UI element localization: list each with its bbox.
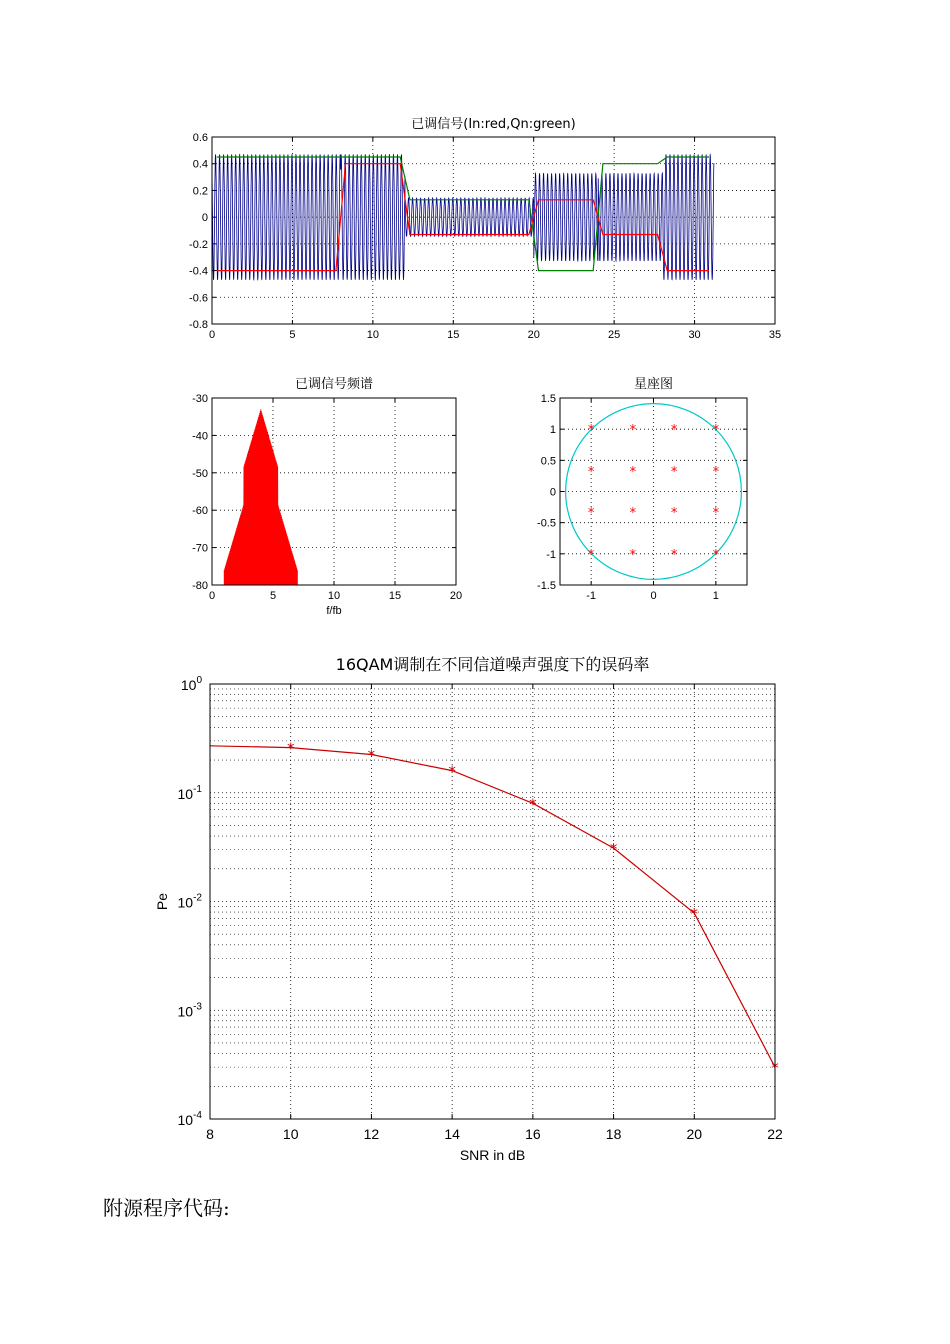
constellation-y-tick-label: -0.5 <box>537 517 556 530</box>
constellation-point: * <box>670 506 678 522</box>
ber-y-tick-label: $10^{-3}$ <box>177 1001 202 1020</box>
modulated-carrier-line <box>212 154 714 280</box>
constellation-point: * <box>712 547 720 563</box>
ber-x-tick-label: 16 <box>525 1126 541 1142</box>
constellation-y-tick-label: 0 <box>549 486 556 499</box>
constellation-title: 星座图 <box>633 377 674 392</box>
ber-ylabel: Pe <box>154 892 170 911</box>
modulated-x-tick-label: 15 <box>447 329 460 341</box>
ber-data-point: * <box>609 840 618 859</box>
constellation-point: * <box>712 506 720 522</box>
constellation-point: * <box>670 547 678 563</box>
constellation-point: * <box>587 423 595 439</box>
ber-data-point: * <box>448 762 456 781</box>
modulated-signal-plot <box>189 116 781 341</box>
spectrum-y-tick-label: -60 <box>192 505 208 518</box>
spectrum-x-tick-label: 0 <box>208 590 216 602</box>
modulated-y-tick-label: 0 <box>201 212 208 225</box>
spectrum-plot <box>192 376 462 617</box>
modulated-x-tick-label: 20 <box>527 329 540 341</box>
ber-title: 16QAM调制在不同信道噪声强度下的误码率 <box>335 655 650 674</box>
ber-x-tick-label: 10 <box>282 1126 299 1142</box>
modulated-y-tick-label: 0.2 <box>192 185 208 198</box>
constellation-point: * <box>587 464 595 480</box>
ber-x-tick-label: 14 <box>444 1126 460 1142</box>
spectrum-x-tick-label: 15 <box>388 590 402 602</box>
modulated-y-tick-label: 0.4 <box>192 158 208 171</box>
spectrum-x-tick-label: 20 <box>449 590 463 602</box>
modulated-title: 已调信号(In:red,Qn:green) <box>411 117 576 132</box>
ber-x-tick-label: 20 <box>686 1126 703 1142</box>
modulated-x-tick-label: 10 <box>366 329 379 341</box>
ber-data-point: * <box>286 739 295 758</box>
constellation-y-tick-label: 1 <box>549 424 556 437</box>
constellation-y-tick-label: 0.5 <box>540 455 556 468</box>
constellation-point: * <box>587 506 595 522</box>
ber-data-point: * <box>367 746 376 765</box>
ber-xlabel: SNR in dB <box>459 1147 526 1163</box>
constellation-y-tick-label: 1.5 <box>540 393 556 405</box>
spectrum-y-tick-label: -40 <box>192 430 208 443</box>
modulated-y-tick-label: -0.8 <box>189 319 208 331</box>
ber-x-tick-label: 22 <box>767 1126 783 1142</box>
constellation-point: * <box>670 423 678 439</box>
constellation-x-tick-label: -1 <box>586 590 597 602</box>
constellation-point: * <box>629 506 637 522</box>
constellation-point: * <box>670 464 678 480</box>
ber-data-point: * <box>529 795 537 814</box>
ber-y-tick-label: $10^{-2}$ <box>177 892 202 911</box>
constellation-point: * <box>587 547 595 563</box>
spectrum-y-tick-label: -30 <box>192 393 208 405</box>
ber-y-tick-label: $10^{-1}$ <box>177 783 202 802</box>
constellation-point: * <box>712 464 720 480</box>
spectrum-y-tick-label: -80 <box>192 580 208 592</box>
modulated-x-tick-label: 5 <box>289 329 296 341</box>
constellation-y-tick-label: -1 <box>546 548 556 561</box>
modulated-y-tick-label: 0.6 <box>192 132 208 144</box>
ber-data-point: * <box>690 905 699 924</box>
modulated-y-tick-label: -0.4 <box>189 265 208 278</box>
spectrum-y-tick-label: -50 <box>192 467 208 480</box>
constellation-x-tick-label: 0 <box>650 590 657 602</box>
constellation-point: * <box>629 464 637 480</box>
spectrum-x-tick-label: 10 <box>327 590 341 602</box>
ber-x-tick-label: 8 <box>206 1126 214 1142</box>
constellation-y-tick-label: -1.5 <box>537 580 556 592</box>
ber-y-tick-label: $10^{-4}$ <box>177 1110 202 1128</box>
ber-plot <box>154 655 783 1163</box>
constellation-plot <box>537 376 747 602</box>
modulated-y-tick-label: -0.2 <box>189 238 208 251</box>
modulated-x-tick-label: 25 <box>608 329 621 341</box>
modulated-x-tick-label: 35 <box>768 329 782 341</box>
modulated-x-tick-label: 0 <box>208 329 216 341</box>
ber-y-tick-label: $10^0$ <box>180 675 202 693</box>
ber-data-point: * <box>771 1059 779 1078</box>
spectrum-area <box>224 409 297 585</box>
ber-x-tick-label: 18 <box>605 1126 622 1142</box>
ber-x-tick-label: 12 <box>363 1126 380 1142</box>
modulated-x-tick-label: 30 <box>688 329 701 341</box>
constellation-point: * <box>629 547 637 563</box>
constellation-x-tick-label: 1 <box>712 590 719 602</box>
spectrum-title: 已调信号频谱 <box>294 377 374 392</box>
spectrum-y-tick-label: -70 <box>192 542 208 555</box>
footer-text: 附源程序代码: <box>103 1196 230 1220</box>
spectrum-xlabel: f/fb <box>326 605 342 617</box>
constellation-point: * <box>712 423 720 439</box>
spectrum-x-tick-label: 5 <box>269 590 277 602</box>
modulated-y-tick-label: -0.6 <box>189 292 208 305</box>
constellation-point: * <box>629 423 637 439</box>
